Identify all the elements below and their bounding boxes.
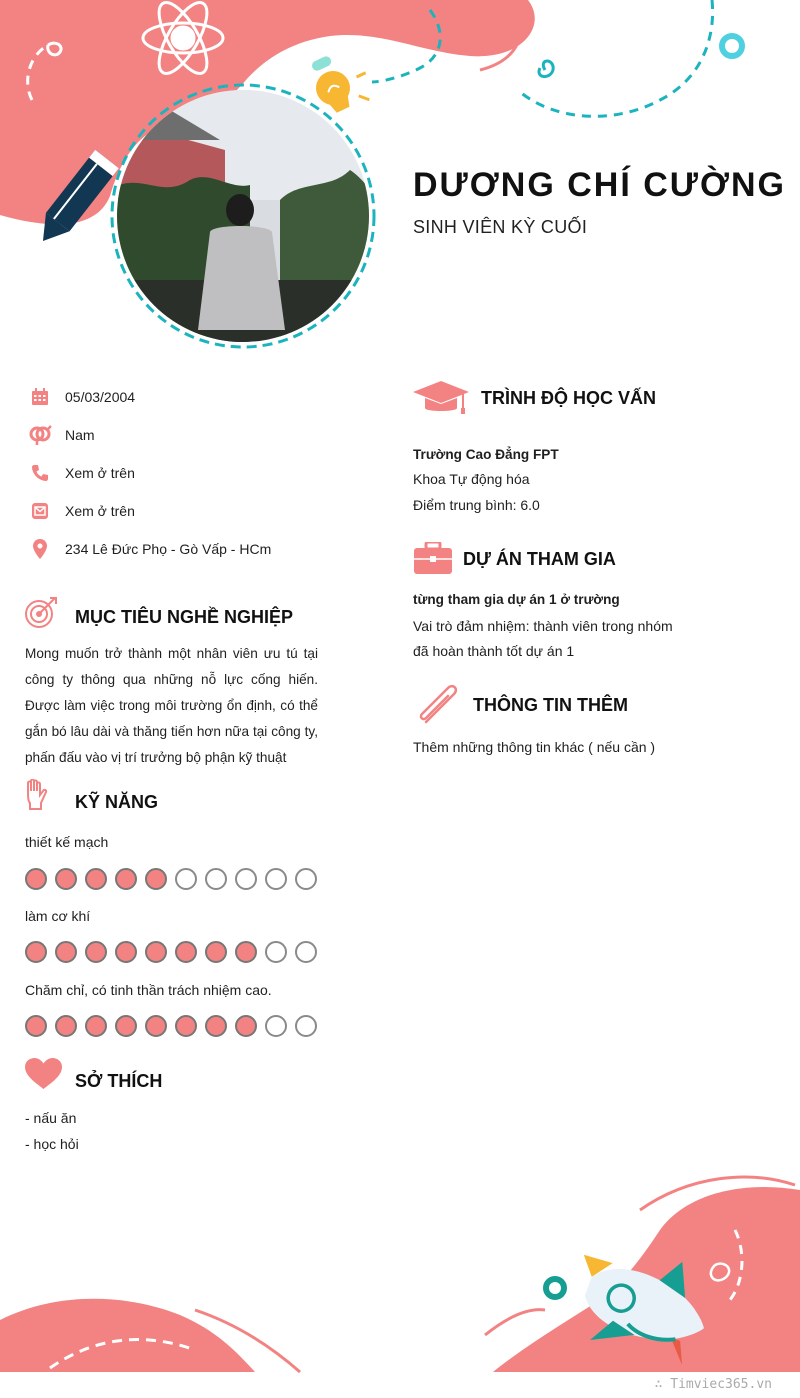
hobby-item: - học hỏi [25,1136,79,1152]
skill-rating [25,868,317,890]
rating-dot-filled [235,941,257,963]
rating-dot-filled [85,941,107,963]
project-name: từng tham gia dự án 1 ở trường [413,592,620,607]
extra-title: THÔNG TIN THÊM [473,695,628,715]
location-icon [28,537,52,561]
rating-dot-filled [85,868,107,890]
skill-label: Chăm chỉ, có tinh thần trách nhiệm cao. [25,982,272,998]
rating-dot-empty [265,941,287,963]
rating-dot-filled [25,941,47,963]
rating-dot-filled [145,941,167,963]
rating-dot-filled [25,868,47,890]
rating-dot-filled [145,1015,167,1037]
rating-dot-filled [115,868,137,890]
calendar-icon [28,385,52,409]
phone-icon [28,461,52,485]
rating-dot-filled [85,1015,107,1037]
rating-dot-filled [55,868,77,890]
briefcase-icon [414,542,452,574]
education-faculty: Khoa Tự động hóa [413,471,530,487]
rating-dot-filled [55,1015,77,1037]
objective-text: Mong muốn trở thành một nhân viên ưu tú tại công ty thông qua những nỗ lực cống hiến. Được làm việc trong môi trường ổn định, có thể gắn bó lâu dài và thăng tiến hơn nữa tại công ty, phấn đấu vào vị trí trưởng bộ phận kỹ thuật [25,646,318,765]
rating-dot-filled [115,1015,137,1037]
projects-title: DỰ ÁN THAM GIA [463,549,616,569]
contact-email [28,499,135,523]
education-gpa: Điểm trung bình: 6.0 [413,497,540,513]
heart-icon [25,1058,62,1090]
rating-dot-filled [205,941,227,963]
rating-dot-empty [295,1015,317,1037]
rating-dot-empty [265,1015,287,1037]
rating-dot-empty [235,868,257,890]
gender-icon [28,423,52,447]
skills-title: KỸ NĂNG [75,792,159,812]
rating-dot-filled [175,941,197,963]
project-role: Vai trò đảm nhiệm: thành viên trong nhóm [413,618,673,634]
contact-address [28,537,271,561]
rating-dot-filled [115,941,137,963]
rating-dot-empty [295,868,317,890]
skill-label: làm cơ khí [25,908,91,924]
skill-rating [25,941,317,963]
watermark: ∴ Timviec365.vn [654,1377,772,1392]
skill-label: thiết kế mạch [25,834,109,850]
extra-text: Thêm những thông tin khác ( nếu cần ) [413,739,656,755]
rating-dot-filled [25,1015,47,1037]
contact-gender [28,423,95,447]
phone-value: Xem ở trên [65,465,135,481]
birthday-value: 05/03/2004 [65,389,136,405]
email-value: Xem ở trên [65,503,135,519]
rating-dot-filled [55,941,77,963]
contact-phone [28,461,135,485]
full-name: DƯƠNG CHÍ CƯỜNG [413,166,786,204]
target-icon [24,596,58,630]
gender-value: Nam [65,427,95,443]
email-icon [28,499,52,523]
education-title: TRÌNH ĐỘ HỌC VẤN [481,388,656,408]
project-result: đã hoàn thành tốt dự án 1 [413,643,575,659]
hobby-item: - nấu ăn [25,1110,77,1126]
rating-dot-empty [175,868,197,890]
footer-decoration [0,1150,800,1398]
rating-dot-filled [175,1015,197,1037]
education-school: Trường Cao Đẳng FPT [413,447,559,462]
rating-dot-filled [235,1015,257,1037]
skill-rating [25,1015,317,1037]
graduation-cap-icon [413,381,469,415]
rating-dot-filled [145,868,167,890]
rating-dot-empty [295,941,317,963]
hobbies-title: SỞ THÍCH [75,1071,163,1091]
job-title: SINH VIÊN KỲ CUỐI [413,217,588,237]
contact-birthday [28,385,135,409]
rating-dot-filled [205,1015,227,1037]
hand-icon [24,779,48,811]
address-value: 234 Lê Đức Phọ - Gò Vấp - HCm [65,541,272,557]
rating-dot-empty [265,868,287,890]
paperclip-icon [416,684,460,724]
objective-title: MỤC TIÊU NGHỀ NGHIỆP [75,607,294,627]
rating-dot-empty [205,868,227,890]
